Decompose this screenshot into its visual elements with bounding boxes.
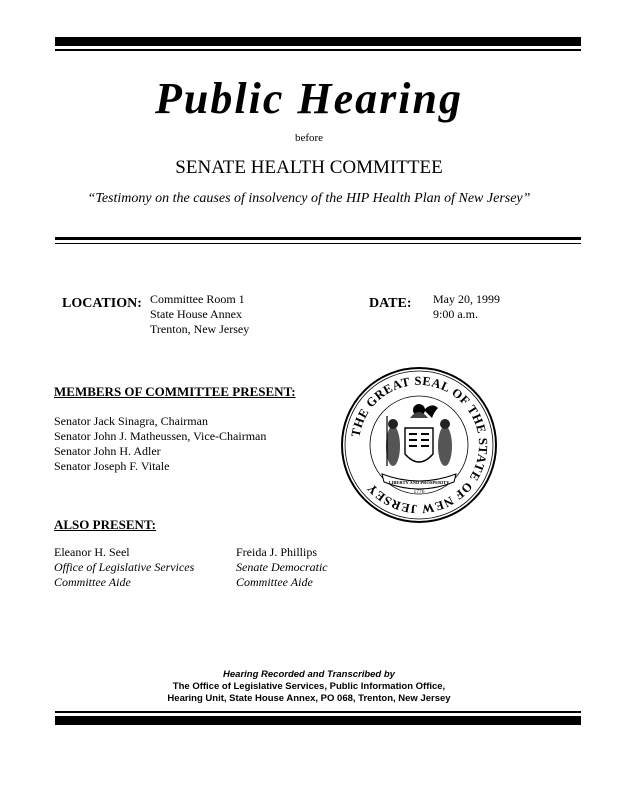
seal-ribbon-text: LIBERTY AND PROSPERITY <box>388 480 450 485</box>
middle-thick-rule <box>55 237 581 240</box>
also-present-heading: ALSO PRESENT: <box>54 517 156 532</box>
seal-year: 1776 <box>413 489 425 495</box>
seal-icon <box>340 366 498 524</box>
person-org: Office of Legislative Services <box>54 560 195 574</box>
also-present-person <box>236 545 328 590</box>
location-line: Committee Room 1 <box>150 292 245 306</box>
person-role: Committee Aide <box>54 575 131 589</box>
date-line: 9:00 a.m. <box>433 307 478 321</box>
date-line: May 20, 1999 <box>433 292 500 306</box>
bottom-thin-rule <box>55 711 581 713</box>
person-org: Senate Democratic <box>236 560 328 574</box>
top-thick-rule <box>55 37 581 46</box>
middle-thin-rule <box>55 243 581 244</box>
members-heading: MEMBERS OF COMMITTEE PRESENT: <box>54 384 296 399</box>
member-name: Senator John J. Matheussen, Vice-Chairman <box>54 429 267 443</box>
credit-line: The Office of Legislative Services, Public Information Office, <box>172 681 446 692</box>
before-text: before <box>294 132 324 144</box>
top-thin-rule <box>55 49 581 51</box>
member-name: Senator Jack Sinagra, Chairman <box>54 414 208 428</box>
state-seal <box>340 366 498 524</box>
committee-name: SENATE HEALTH COMMITTEE <box>175 157 443 178</box>
seal-ring-text: THE GREAT SEAL OF THE STATE OF NEW JERSEY <box>348 373 491 517</box>
date-label: DATE: <box>369 296 412 311</box>
members-list <box>54 414 266 474</box>
also-present-person <box>54 545 194 590</box>
page-title: Public Hearing <box>155 74 463 123</box>
hearing-subject: “Testimony on the causes of insolvency of the HIP Health Plan of New Jersey” <box>87 191 531 206</box>
member-name: Senator John H. Adler <box>54 444 161 458</box>
credit-line: Hearing Recorded and Transcribed by <box>223 669 395 680</box>
location-line: State House Annex <box>150 307 242 321</box>
person-name: Eleanor H. Seel <box>54 545 130 559</box>
bottom-thick-rule <box>55 716 581 725</box>
credit-line: Hearing Unit, State House Annex, PO 068, Trenton, New Jersey <box>167 693 451 704</box>
person-name: Freida J. Phillips <box>236 545 318 559</box>
member-name: Senator Joseph F. Vitale <box>54 459 170 473</box>
transcription-credit <box>0 669 618 705</box>
location-line: Trenton, New Jersey <box>150 322 250 336</box>
date-block <box>433 292 500 322</box>
location-block <box>150 292 249 337</box>
location-label: LOCATION: <box>62 296 142 311</box>
person-role: Committee Aide <box>236 575 313 589</box>
